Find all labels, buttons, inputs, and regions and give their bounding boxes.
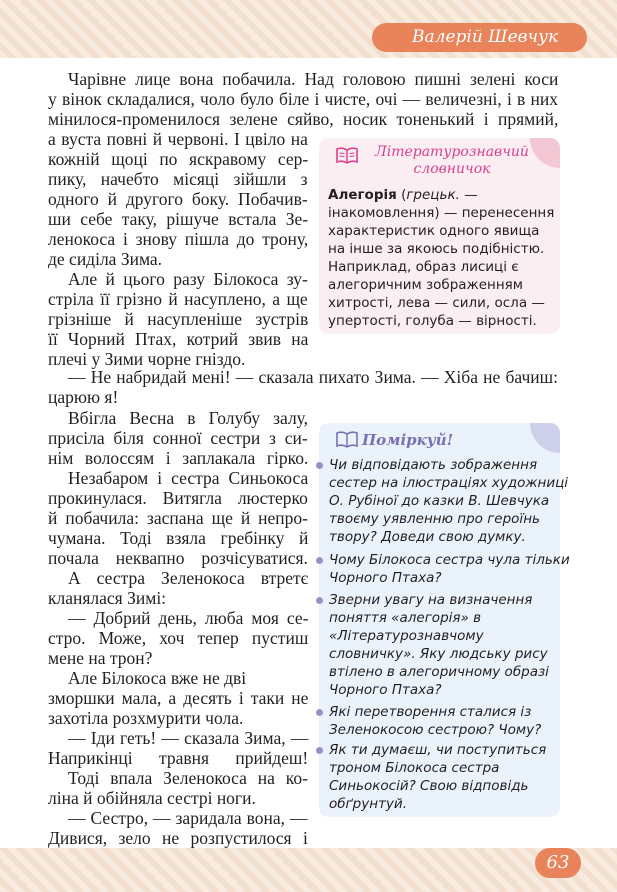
story-line: й побачила: заспана ще й непро-	[48, 508, 309, 528]
story-line: А сестра Зеленокоса втретє	[68, 568, 309, 588]
definition-line: алегоричним зображенням	[328, 277, 523, 293]
story-line: Чарівне лице вона побачила. Над головою пишні зелені коси	[68, 69, 559, 89]
story-line: Але Білокоса вже не дві	[68, 668, 247, 688]
story-line: чумана. Тоді взяла гребінку й	[48, 528, 309, 548]
definition-first-line	[328, 186, 478, 204]
story-line: почала неквапно розчісуватися.	[48, 548, 308, 568]
story-line: мінилося-променилося зелене сяйво, носик тоненький і прямий,	[48, 109, 559, 129]
literary-box-title	[362, 144, 542, 178]
story-line: ліна й обійняла сестрі ноги.	[48, 788, 256, 808]
story-line: пику, начебто місяці зійшли з	[48, 169, 308, 189]
term: Алегорія	[328, 187, 397, 203]
story-line: Тоді впала Зеленокоса на ко-	[68, 768, 308, 788]
story-line: ши себе таку, рішуче встала Зе-	[48, 209, 309, 229]
story-line: Дивися, зело не розпустилося і	[48, 828, 308, 848]
question-line: сестер на ілюстраціях художниці	[329, 475, 569, 491]
open-book-icon	[335, 146, 359, 164]
question-line: О. Рубіної до казки В. Шевчука	[329, 493, 550, 509]
question-bullet	[316, 557, 323, 564]
page-number: 63	[535, 848, 581, 878]
paren-open: (	[396, 187, 407, 203]
story-line: царюю я!	[48, 387, 119, 407]
definition-line: інакомовлення) — перенесення	[328, 205, 555, 221]
story-line: прокинулася. Витягла люстерко	[48, 488, 308, 508]
story-line: одного й другого боку. Побачив-	[48, 189, 308, 209]
question-line: Синьокосій? Свою відповідь	[329, 778, 529, 794]
question-line: троном Білокоса сестра	[329, 760, 500, 776]
story-line: а вуста повні й червоні. І цвіло на	[48, 129, 308, 149]
question-line: Чорного Птаха?	[329, 682, 442, 698]
story-line: у вінок складалися, чоло було біле і чисте, очі — величезні, і в них	[48, 89, 558, 109]
term-origin: грецьк.	[406, 187, 460, 203]
question-line: «Літературознавчому	[329, 628, 484, 644]
definition-line: Наприклад, образ лисиці є	[328, 259, 519, 275]
story-line: Вбігла Весна в Голубу залу,	[68, 408, 309, 428]
dash: —	[459, 187, 478, 203]
question-line: втілено в алегоричному образі	[329, 664, 549, 680]
story-line: де сиділа Зима.	[48, 249, 163, 269]
question-line: Зверни увагу на визначення	[329, 592, 533, 608]
question-line: твору? Доведи свою думку.	[329, 529, 526, 545]
literary-box-title-line2: словничок	[413, 161, 491, 177]
story-line: — Не набридай мені! — сказала пихато Зима. — Хіба не бачиш:	[68, 367, 558, 387]
definition-line: хитрості, лева — сили, осла —	[328, 295, 545, 311]
story-line: Але й цього разу Білокоса зу-	[68, 269, 308, 289]
story-line: мене на трон?	[48, 648, 153, 668]
question-bullet	[316, 597, 323, 604]
definition-line: характеристик одного явища	[328, 223, 540, 239]
story-line: кланялася Зимі:	[48, 588, 167, 608]
question-line: словничку». Яку людську рису	[329, 646, 548, 662]
author-tab	[372, 23, 587, 52]
story-line: захотіла розхмурити чола.	[48, 708, 244, 728]
question-bullet	[316, 747, 323, 754]
story-line: грізніше й насупленіше зустрів	[48, 309, 309, 329]
definition-line: на інше за якоюсь подібністю.	[328, 241, 545, 257]
question-bullet	[316, 709, 323, 716]
story-line: стріла її грізно й насуплено, а ще	[48, 289, 308, 309]
footer-ornament	[0, 848, 617, 892]
story-line: — Добрий день, люба моя се-	[68, 608, 309, 628]
story-line: Незабаром і сестра Синьокоса	[68, 468, 309, 488]
question-line: обґрунтуй.	[329, 796, 407, 812]
story-line: — Сестро, — заридала вона, —	[68, 808, 308, 828]
story-line: присіла біля сонної сестри з си-	[48, 428, 308, 448]
question-line: твоєму уявленню про героїнь	[329, 511, 540, 527]
question-line: поняття «алегорія» в	[329, 610, 482, 626]
question-line: Чому Білокоса сестра чула тільки	[329, 552, 570, 568]
question-line: Чи відповідають зображення	[329, 457, 538, 473]
story-line: Наприкінці травня прийдеш!	[48, 748, 309, 768]
story-line: стро. Може, хоч тепер пустиш	[48, 628, 309, 648]
story-line: зморшки мала, а десять і таки не	[48, 688, 309, 708]
question-line: Як ти думаєш, чи поступиться	[329, 742, 547, 758]
story-line: кожній щоці по яскравому сер-	[48, 149, 309, 169]
story-line: — Іди геть! — сказала Зима, —	[68, 728, 309, 748]
book-icon	[335, 430, 359, 448]
author-name: Валерій Шевчук	[412, 27, 559, 47]
story-line: нім волоссям і заплакала гірко.	[48, 448, 309, 468]
definition-line: упертості, голуба — вірності.	[328, 313, 537, 329]
question-bullet	[316, 462, 323, 469]
question-line: Зеленокосою сестрою? Чому?	[329, 722, 542, 738]
literary-box-title-line1: Літературознавчий	[375, 144, 529, 160]
story-line: плечі у Зими чорне гніздо.	[48, 349, 246, 369]
think-box-title: Поміркуй!	[362, 431, 454, 449]
question-line: Чорного Птаха?	[329, 570, 442, 586]
story-line: ленокоса і знову пішла до трону,	[48, 229, 309, 249]
story-line: її Чорний Птах, котрий звив на	[48, 329, 309, 349]
question-line: Які перетворення сталися із	[329, 704, 532, 720]
